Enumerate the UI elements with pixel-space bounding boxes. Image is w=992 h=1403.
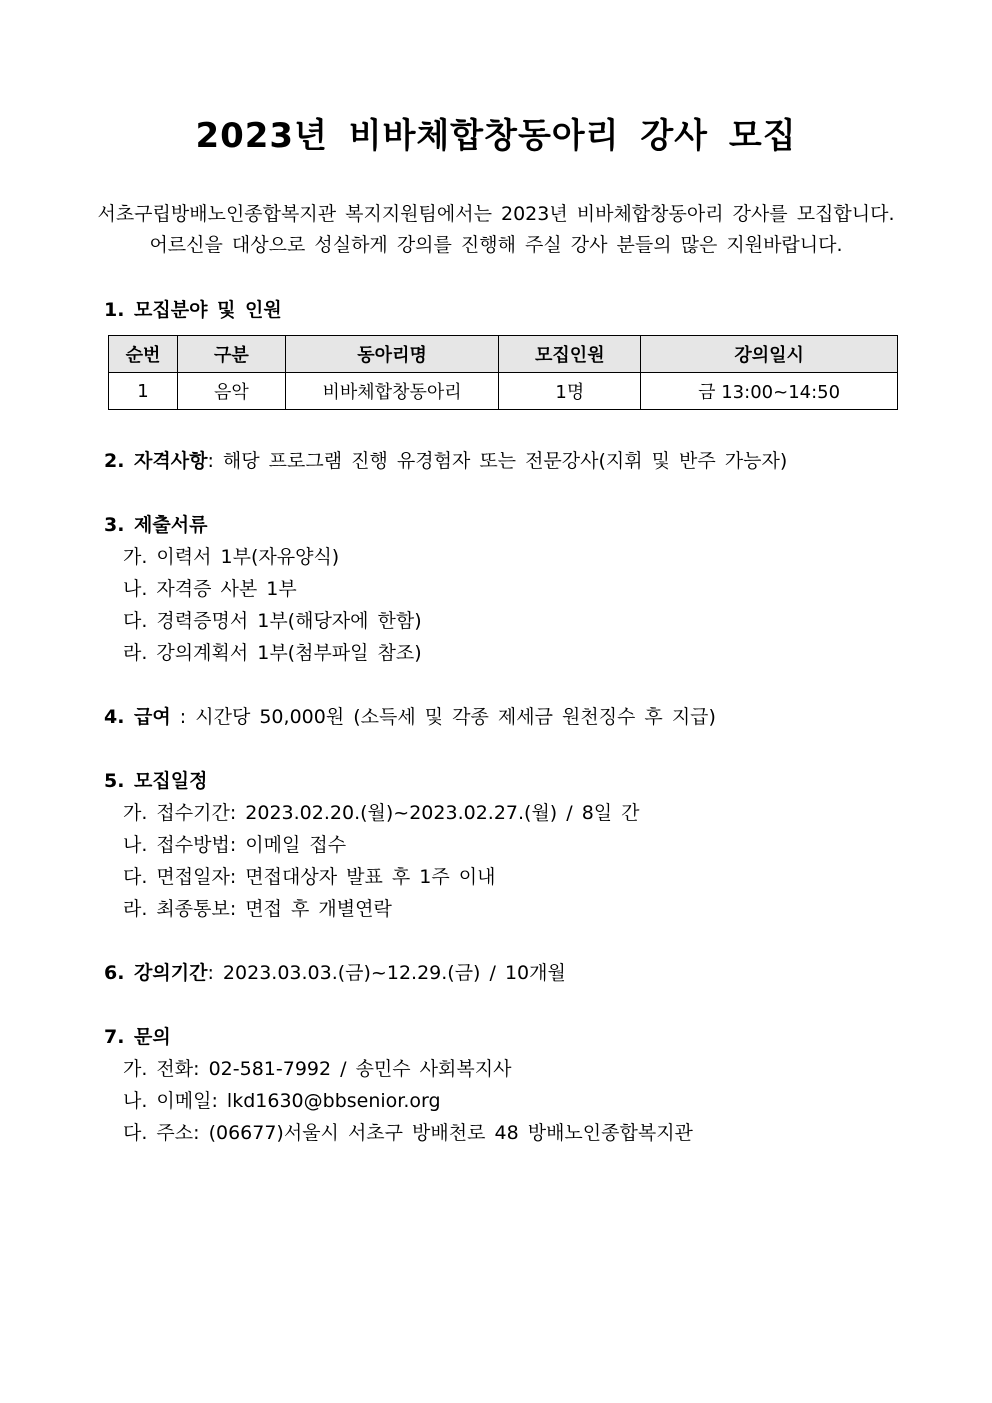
contact-address: 다. 주소: (06677)서울시 서초구 방배천로 48 방배노인종합복지관: [123, 1122, 693, 1144]
section-2-title: 2. 자격사항: [104, 450, 208, 472]
section-3-heading: [104, 510, 207, 537]
header-cell-schedule: 강의일시: [641, 336, 898, 373]
list-item: 가. 이력서 1부(자유양식): [123, 546, 340, 568]
cell-club-name: 비바체합창동아리: [285, 373, 499, 410]
header-cell-headcount: 모집인원: [499, 336, 641, 373]
section-5-heading: [104, 766, 207, 793]
table-header-row: [109, 336, 898, 373]
section-6-text: : 2023.03.03.(금)~12.29.(금) / 10개월: [207, 962, 566, 984]
section-1-heading: [104, 295, 282, 322]
header-cell-category: 구분: [177, 336, 285, 373]
section-2-text: : 해당 프로그램 진행 유경험자 또는 전문강사(지휘 및 반주 가능자): [207, 450, 788, 472]
section-1-title: 1. 모집분야 및 인원: [104, 299, 282, 321]
section-7-title: 7. 문의: [104, 1026, 171, 1048]
list-item: 다. 경력증명서 1부(해당자에 한함): [123, 610, 422, 632]
header-cell-no: 순번: [109, 336, 178, 373]
header-cell-club-name: 동아리명: [285, 336, 499, 373]
contact-phone: 가. 전화: 02-581-7992 / 송민수 사회복지사: [123, 1058, 512, 1080]
intro-line-1: 서초구립방배노인종합복지관 복지지원팀에서는 2023년 비바체합창동아리 강사를 모집합니다.: [97, 203, 895, 225]
section-4-title: 4. 급여: [104, 706, 171, 728]
intro-line-2: 어르신을 대상으로 성실하게 강의를 진행해 주실 강사 분들의 많은 지원바랍니다.: [149, 234, 843, 256]
list-item: 라. 최종통보: 면접 후 개별연락: [123, 898, 392, 920]
list-item: 라. 강의계획서 1부(첨부파일 참조): [123, 642, 422, 664]
contact-email: 나. 이메일: lkd1630@bbsenior.org: [123, 1090, 441, 1112]
list-item: 가. 접수기간: 2023.02.20.(월)~2023.02.27.(월) / 8일 간: [123, 802, 640, 824]
table-row: [109, 373, 898, 410]
list-item: 다. 면접일자: 면접대상자 발표 후 1주 이내: [123, 866, 496, 888]
page-title: 2023년 비바체합창동아리 강사 모집: [195, 116, 797, 156]
list-item: 나. 접수방법: 이메일 접수: [123, 834, 347, 856]
recruitment-table: [108, 335, 898, 410]
cell-schedule: 금 13:00~14:50: [641, 373, 898, 410]
cell-category: 음악: [177, 373, 285, 410]
section-6-title: 6. 강의기간: [104, 962, 208, 984]
section-7-heading: [104, 1022, 171, 1049]
section-4: [104, 702, 716, 729]
cell-no: 1: [109, 373, 178, 410]
list-item: 나. 자격증 사본 1부: [123, 578, 297, 600]
section-6: [104, 958, 566, 985]
section-3-title: 3. 제출서류: [104, 514, 208, 536]
cell-headcount: 1명: [499, 373, 641, 410]
section-2: [104, 446, 787, 473]
section-5-title: 5. 모집일정: [104, 770, 208, 792]
section-4-text: : 시간당 50,000원 (소득세 및 각종 제세금 원천징수 후 지급): [170, 706, 716, 728]
